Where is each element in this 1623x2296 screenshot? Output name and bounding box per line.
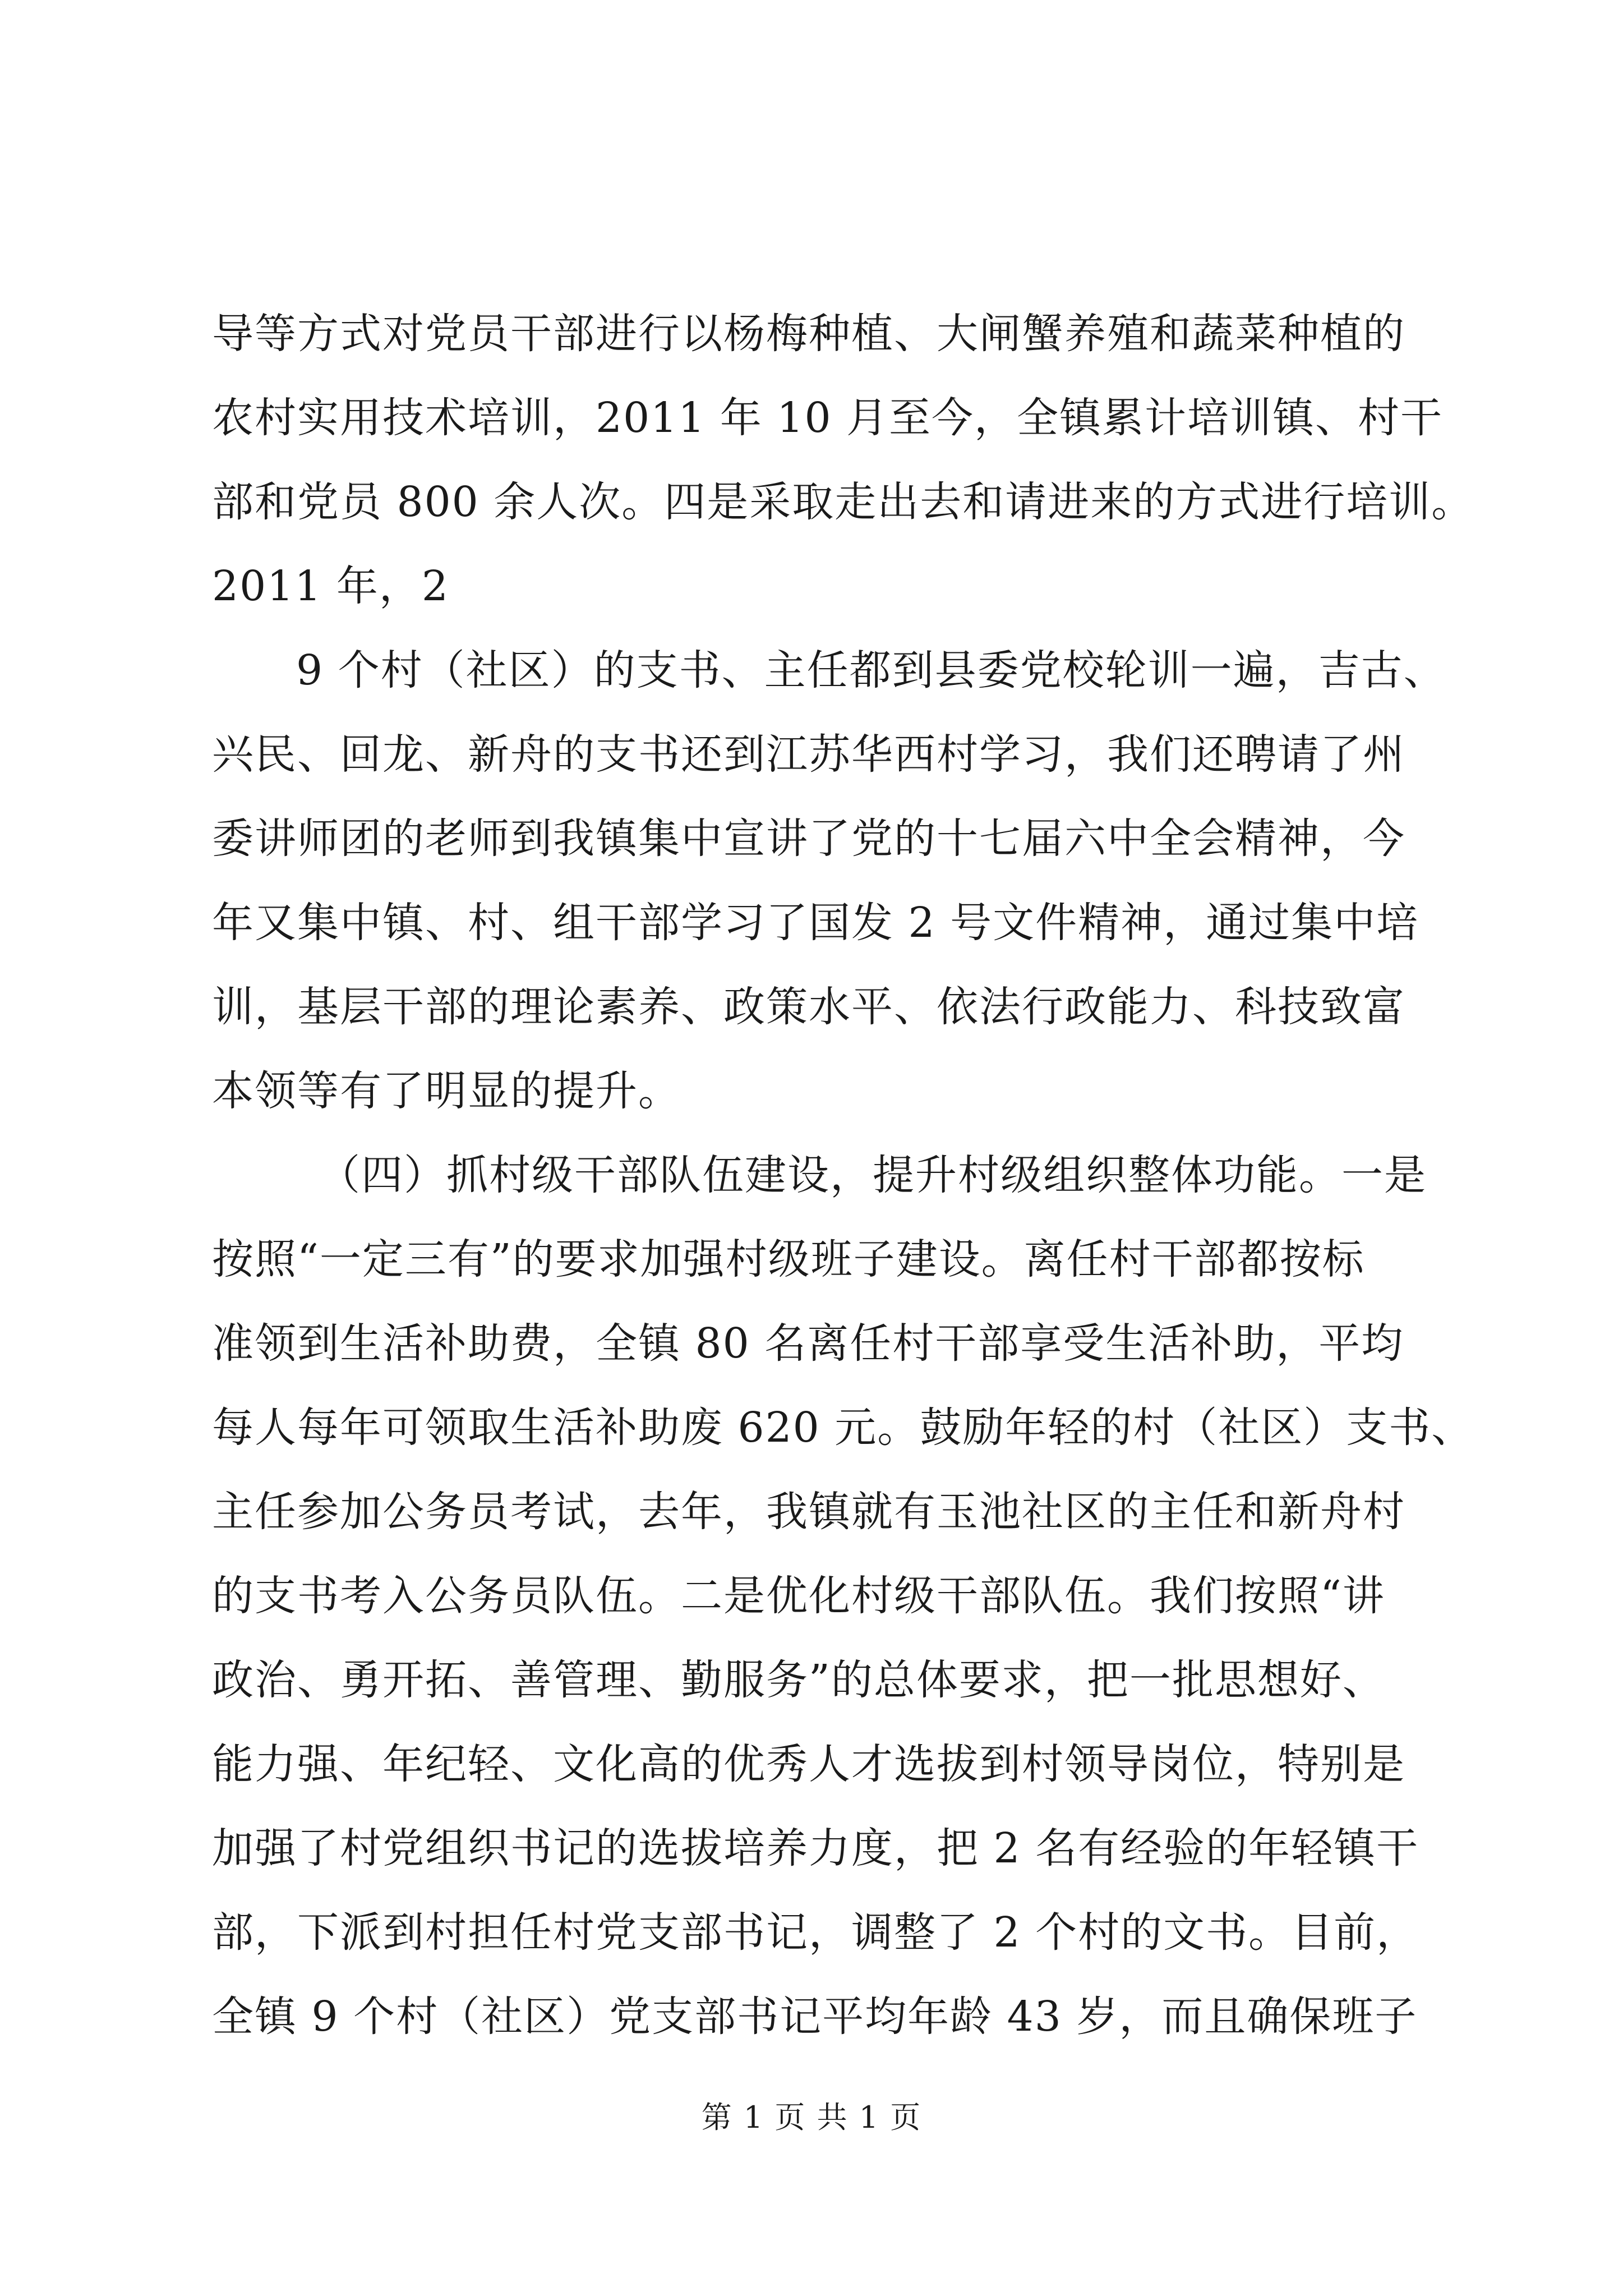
- paragraph-3-line-1: （四）抓村级干部队伍建设，提升村级组织整体功能。一是: [319, 1151, 1427, 1199]
- paragraph-1-line-3: 部和党员 800 余人次。四是采取走出去和请进来的方式进行培训。: [212, 478, 1474, 526]
- paragraph-3-line-3: 准领到生活补助费，全镇 80 名离任村干部享受生活补助，平均: [212, 1319, 1404, 1368]
- paragraph-2-line-2: 兴民、回龙、新舟的支书还到江苏华西村学习，我们还聘请了州: [212, 730, 1405, 779]
- page-footer: [0, 2098, 1623, 2137]
- paragraph-1-line-2: 农村实用技术培训，2011 年 10 月至今，全镇累计培训镇、村干: [212, 394, 1444, 442]
- paragraph-3-line-7: 政治、勇开拓、善管理、勤服务”的总体要求，把一批思想好、: [212, 1656, 1385, 1704]
- paragraph-1-line-1: 导等方式对党员干部进行以杨梅种植、大闸蟹养殖和蔬菜种植的: [212, 310, 1405, 358]
- paragraph-2-line-6: 本领等有了明显的提升。: [212, 1067, 681, 1115]
- paragraph-2-line-4: 年又集中镇、村、组干部学习了国发 2 号文件精神，通过集中培: [212, 899, 1419, 947]
- document-body: [212, 292, 1474, 2059]
- paragraph-2-line-5: 训，基层干部的理论素养、政策水平、依法行政能力、科技致富: [212, 983, 1405, 1031]
- paragraph-3-line-11: 全镇 9 个村（社区）党支部书记平均年龄 43 岁，而且确保班子: [212, 1993, 1418, 2041]
- paragraph-3-line-8: 能力强、年纪轻、文化高的优秀人才选拔到村领导岗位，特别是: [212, 1740, 1405, 1788]
- page-number-label: 第 1 页 共 1 页: [701, 2100, 922, 2135]
- paragraph-2-line-1: 9 个村（社区）的支书、主任都到县委党校轮训一遍，吉古、: [296, 646, 1446, 694]
- paragraph-3-line-10: 部，下派到村担任村党支部书记，调整了 2 个村的文书。目前，: [212, 1908, 1419, 1957]
- paragraph-3-line-4: 每人每年可领取生活补助废 620 元。鼓励年轻的村（社区）支书、: [212, 1404, 1474, 1452]
- paragraph-3-line-9: 加强了村党组织书记的选拔培养力度，把 2 名有经验的年轻镇干: [212, 1824, 1419, 1872]
- paragraph-2-line-3: 委讲师团的老师到我镇集中宣讲了党的十七届六中全会精神，今: [212, 815, 1405, 863]
- paragraph-3-line-5: 主任参加公务员考试，去年，我镇就有玉池社区的主任和新舟村: [212, 1488, 1405, 1536]
- paragraph-3-line-2: 按照“一定三有”的要求加强村级班子建设。离任村干部都按标: [212, 1235, 1365, 1283]
- paragraph-1-line-4: 2011 年，2: [212, 562, 449, 610]
- paragraph-3-line-6: 的支书考入公务员队伍。二是优化村级干部队伍。我们按照“讲: [212, 1572, 1385, 1620]
